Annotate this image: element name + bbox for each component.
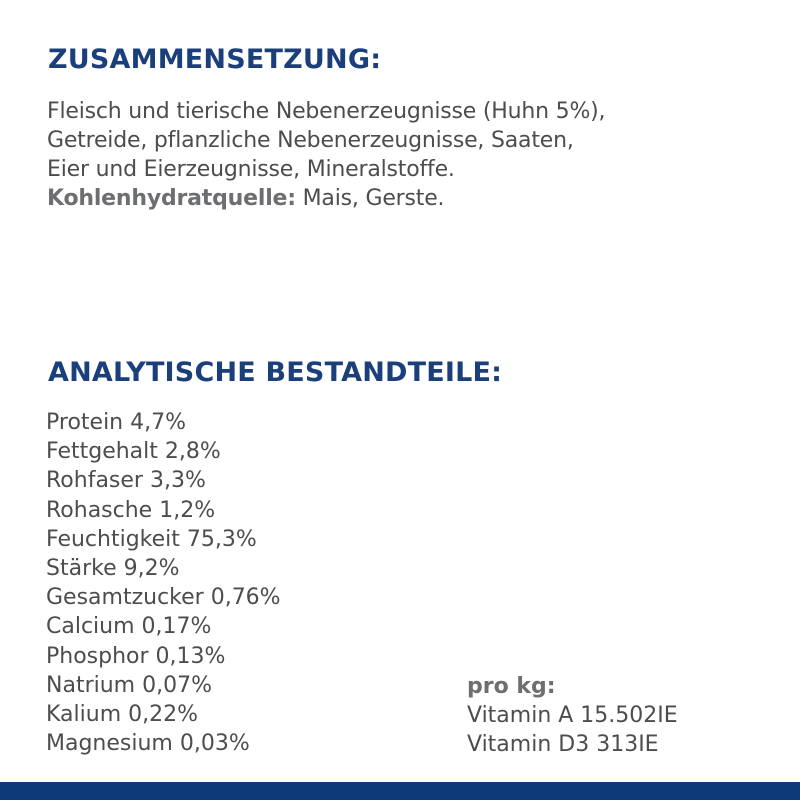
carb-source-value: Mais, Gerste. (295, 186, 445, 211)
composition-line: Getreide, pflanzliche Nebenerzeugnisse, Saaten, (47, 128, 574, 153)
analytics-item: Natrium 0,07% (46, 672, 212, 698)
analytics-item: Rohasche 1,2% (46, 497, 216, 523)
analytics-list (46, 408, 281, 758)
composition-line: Fleisch und tierische Nebenerzeugnisse (Huhn 5%), (47, 99, 606, 124)
composition-heading: ZUSAMMENSETZUNG: (48, 44, 382, 75)
analytics-heading: ANALYTISCHE BESTANDTEILE: (48, 357, 503, 388)
carb-source-label: Kohlenhydratquelle: (47, 186, 296, 211)
analytics-item: Phosphor 0,13% (46, 643, 226, 669)
analytics-item: Calcium 0,17% (46, 614, 212, 640)
analytics-item: Protein 4,7% (46, 410, 187, 435)
analytics-item: Fettgehalt 2,8% (46, 439, 221, 465)
analytics-item: Gesamtzucker 0,76% (46, 585, 281, 611)
carb-source-line (47, 184, 787, 213)
vitamin-item: Vitamin A 15.502IE (467, 703, 678, 728)
analytics-item: Kalium 0,22% (46, 702, 199, 728)
composition-line: Eier und Eierzeugnisse, Mineralstoffe. (47, 157, 455, 182)
per-kg-label: pro kg: (467, 674, 556, 699)
composition-text (47, 97, 787, 213)
vitamin-item: Vitamin D3 313IE (467, 732, 659, 757)
analytics-item: Stärke 9,2% (46, 556, 180, 582)
analytics-item: Magnesium 0,03% (46, 731, 250, 757)
analytics-item: Rohfaser 3,3% (46, 468, 206, 494)
per-kg-block (467, 672, 678, 759)
footer-bar (0, 782, 800, 800)
analytics-item: Feuchtigkeit 75,3% (46, 526, 257, 552)
